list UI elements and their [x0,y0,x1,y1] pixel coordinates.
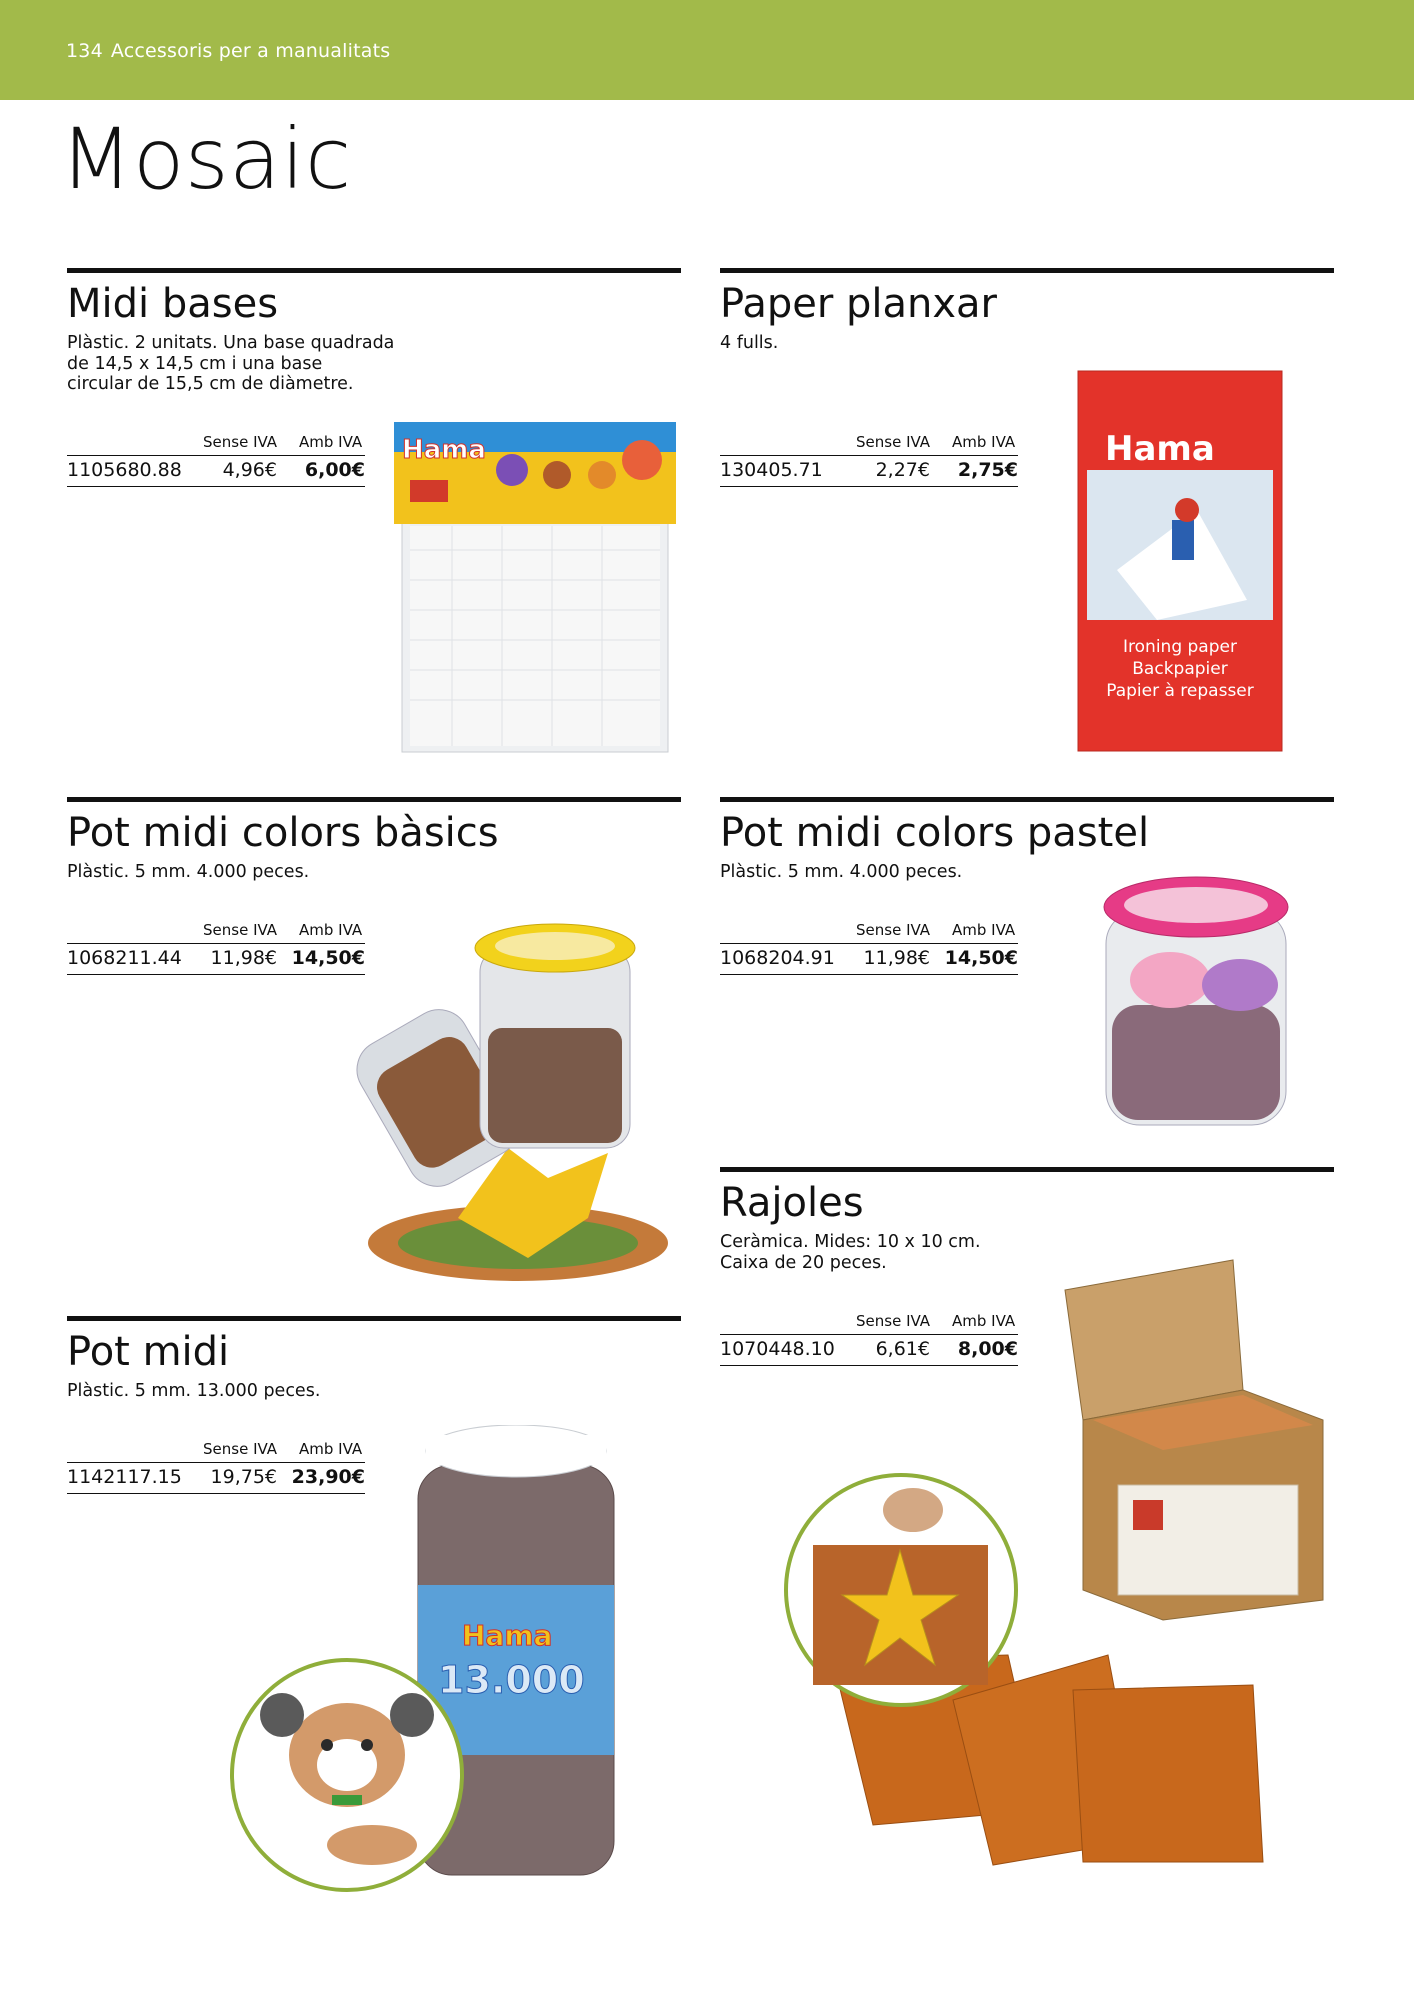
section-rule [67,268,681,273]
price-net: 6,61€ [875,1338,930,1360]
rajoles-image [763,1250,1329,1870]
paper-planxar-image [1077,370,1283,752]
product-description: Plàstic. 5 mm. 4.000 peces. [720,862,963,882]
pack-line-1: Ironing paper [1123,637,1237,657]
midi-bases-image [392,420,678,756]
price-gross: 2,75€ [957,459,1018,481]
header-without-vat: Sense IVA [203,1440,278,1458]
product-pot-midi [67,1316,681,1402]
header-without-vat: Sense IVA [203,433,278,451]
section-rule [720,268,1334,273]
product-name: Pot midi colors bàsics [67,810,499,856]
product-name: Pot midi [67,1329,230,1375]
price-gross: 8,00€ [957,1338,1018,1360]
product-description: Ceràmica. Mides: 10 x 10 cm. Caixa de 20 peces. [720,1232,981,1273]
header-without-vat: Sense IVA [203,921,278,939]
price-table [720,433,1018,487]
header-with-vat: Amb IVA [299,921,363,939]
price-table [720,921,1018,975]
pot-colors-pastel-image [1100,875,1292,1130]
product-pot-midi-colors-pastel [720,797,1334,883]
header-with-vat: Amb IVA [299,433,363,451]
product-code: 1068204.91 [720,947,835,969]
product-name: Paper planxar [720,281,997,327]
hama-logo: Hama [402,435,486,465]
product-description: Plàstic. 2 unitats. Una base quadrada de 14,5 x 14,5 cm i una base circular de 15,5 cm de diàmetre. [67,333,395,395]
header-without-vat: Sense IVA [856,433,931,451]
header-with-vat: Amb IVA [299,1440,363,1458]
price-table [67,433,365,487]
section-rule [720,797,1334,802]
section-rule [67,1316,681,1321]
hama-logo: Hama [462,1619,553,1652]
product-code: 1070448.10 [720,1338,835,1360]
header-without-vat: Sense IVA [856,1312,931,1330]
product-name: Midi bases [67,281,279,327]
header-bar [0,0,1414,100]
price-net: 11,98€ [863,947,930,969]
page-title: Mosaic [60,110,352,208]
product-paper-planxar [720,268,1334,354]
product-name: Pot midi colors pastel [720,810,1150,856]
price-gross: 14,50€ [291,947,365,969]
price-net: 19,75€ [210,1466,277,1488]
price-row [720,455,1018,487]
pot-colors-basics-image [288,918,678,1283]
product-code: 1068211.44 [67,947,182,969]
product-code: 1142117.15 [67,1466,182,1488]
header-without-vat: Sense IVA [856,921,931,939]
section-rule [67,797,681,802]
product-code: 130405.71 [720,459,823,481]
pack-line-2: Backpapier [1132,659,1228,679]
product-pot-midi-colors-basics [67,797,681,883]
price-net: 4,96€ [222,459,277,481]
price-row [720,943,1018,975]
product-name: Rajoles [720,1180,864,1226]
product-code: 1105680.88 [67,459,182,481]
pot-midi-image [222,1425,622,1895]
product-midi-bases [67,268,681,395]
price-row [67,455,365,487]
page-number: 134 [66,40,103,62]
price-gross: 23,90€ [291,1466,365,1488]
header-with-vat: Amb IVA [952,1312,1016,1330]
product-description: Plàstic. 5 mm. 13.000 peces. [67,1381,321,1401]
section-title: Accessoris per a manualitats [110,40,391,62]
hama-logo: Hama [1105,429,1215,469]
price-gross: 6,00€ [304,459,365,481]
price-net: 2,27€ [875,459,930,481]
pack-line-3: Papier à repasser [1106,681,1254,701]
breadcrumb [66,40,390,62]
header-with-vat: Amb IVA [952,433,1016,451]
price-gross: 14,50€ [944,947,1018,969]
product-description: Plàstic. 5 mm. 4.000 peces. [67,862,310,882]
price-net: 11,98€ [210,947,277,969]
product-description: 4 fulls. [720,333,779,353]
header-with-vat: Amb IVA [952,921,1016,939]
bead-count: 13.000 [438,1658,585,1702]
section-rule [720,1167,1334,1172]
